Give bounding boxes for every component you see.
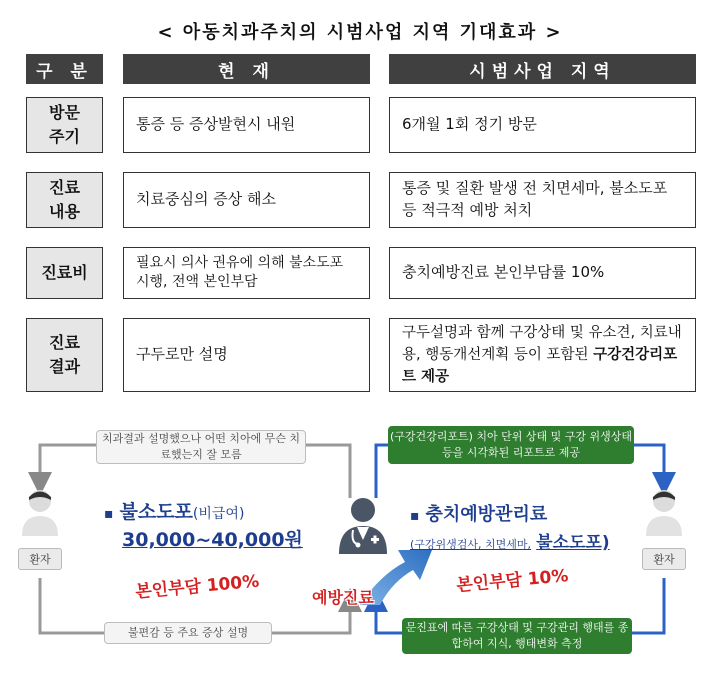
note-left-top: 치과결과 설명했으나 어떤 치아에 무슨 치료했는지 잘 모름 — [96, 430, 306, 464]
left-item — [104, 497, 244, 524]
patient-right-icon — [644, 488, 684, 548]
row-label-visit: 방문 주기 — [26, 97, 103, 153]
patient-left-label: 환자 — [18, 548, 62, 570]
row-pilot-result-bold: 구강건강리포트 제공 — [402, 346, 678, 385]
row-pilot-result-text: 구두설명과 함께 구강상태 및 유소견, 치료내용, 행동개선계획 등이 포함된 — [402, 325, 682, 363]
note-right-bottom: 문진표에 따른 구강상태 및 구강관리 행태를 종합하여 지식, 행태변화 측정 — [402, 618, 632, 654]
center-label: 예방진료 — [312, 588, 374, 607]
right-item-detail — [410, 528, 610, 553]
left-copay: 본인부담 100% — [134, 571, 260, 603]
header-current: 현 재 — [123, 54, 370, 84]
row-label-content: 진료 내용 — [26, 172, 103, 228]
right-item-sub: (구강위생검사, 치면세마, — [410, 538, 532, 551]
note-right-top: (구강건강리포트) 치아 단위 상태 및 구강 위생상태 등을 시각화된 리포트로 제공 — [388, 426, 634, 464]
right-item — [410, 500, 547, 526]
left-item-title: 불소도포 — [119, 501, 193, 523]
left-bullet: ▪ — [104, 506, 114, 522]
row-label-result: 진료 결과 — [26, 318, 103, 392]
left-item-sub: (비급여) — [192, 506, 245, 522]
row-pilot-cost: 충치예방진료 본인부담률 10% — [389, 247, 696, 299]
page-title: < 아동치과주치의 시범사업 지역 기대효과 > — [157, 22, 563, 43]
row-pilot-visit: 6개월 1회 정기 방문 — [389, 97, 696, 153]
right-item-title: 충치예방관리료 — [425, 504, 548, 525]
right-item-big: 불소도포) — [536, 533, 610, 553]
left-price: 30,000~40,000원 — [122, 529, 303, 551]
row-current-cost: 필요시 의사 권유에 의해 불소도포 시행, 전액 본인부담 — [123, 247, 370, 299]
row-current-visit: 통증 등 증상발현시 내원 — [123, 97, 370, 153]
row-label-cost: 진료비 — [26, 247, 103, 299]
patient-right-label: 환자 — [642, 548, 686, 570]
row-current-result: 구두로만 설명 — [123, 318, 370, 392]
doctor-icon — [337, 496, 389, 554]
row-current-content: 치료중심의 증상 해소 — [123, 172, 370, 228]
header-category: 구 분 — [26, 54, 103, 84]
row-pilot-content: 통증 및 질환 발생 전 치면세마, 불소도포 등 적극적 예방 처치 — [389, 172, 696, 228]
note-left-bottom: 불편감 등 주요 증상 설명 — [104, 622, 272, 644]
right-bullet: ▪ — [410, 508, 420, 524]
header-pilot: 시범사업 지역 — [389, 54, 696, 84]
right-copay: 본인부담 10% — [455, 566, 570, 596]
row-pilot-result — [389, 318, 696, 392]
patient-left-icon — [20, 488, 60, 548]
